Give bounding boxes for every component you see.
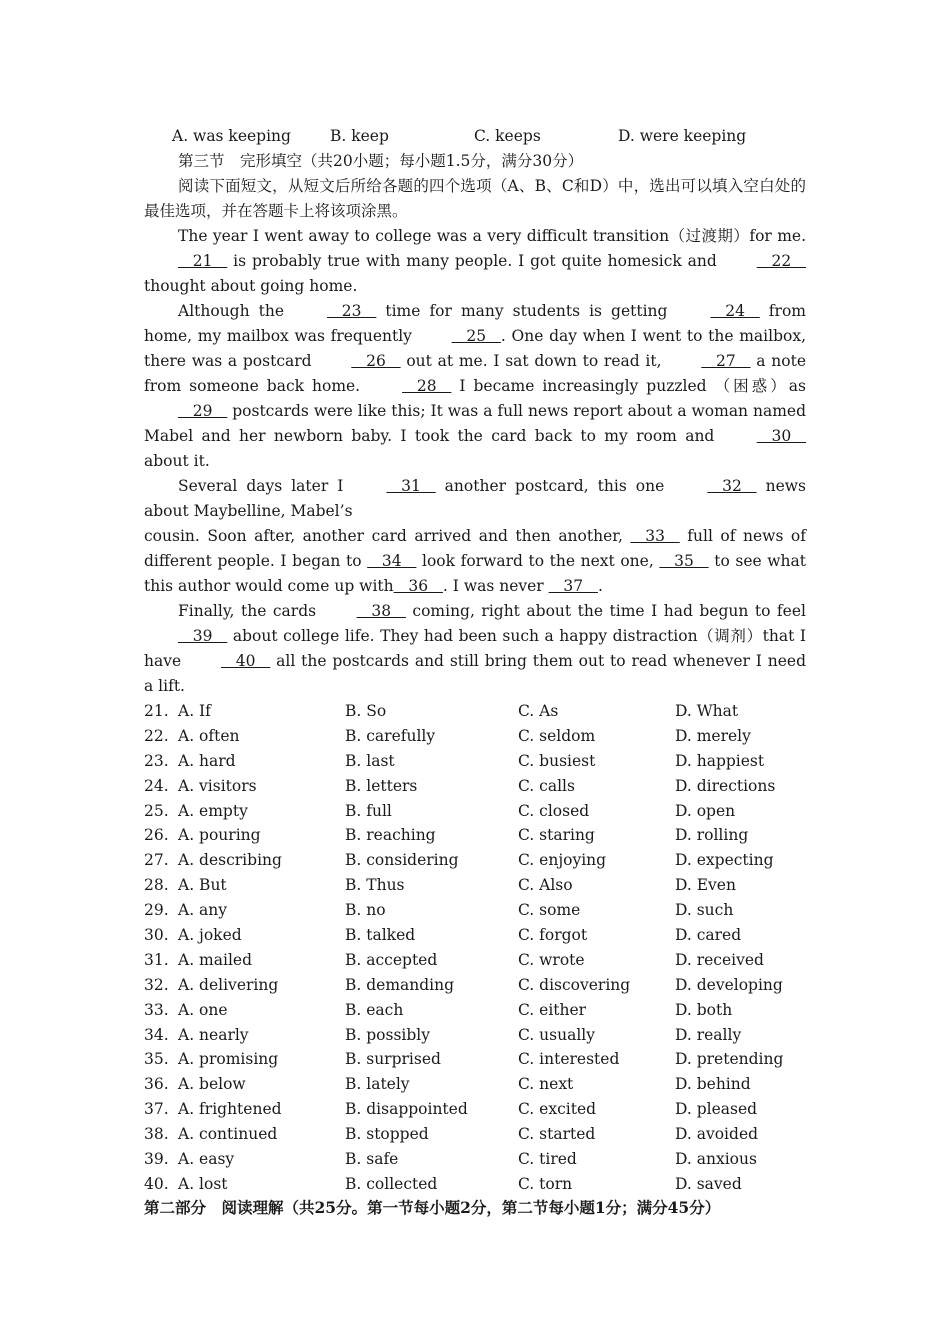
option-a: A. lost	[178, 1174, 228, 1193]
option-d: D. pleased	[675, 1100, 758, 1119]
option-c: C. some	[518, 901, 581, 920]
passage-paragraph-3	[144, 474, 806, 524]
option-d: D. avoided	[675, 1125, 759, 1144]
passage-text: .	[597, 577, 603, 595]
option-c: C. staring	[518, 826, 595, 845]
part2-heading: 第二部分 阅读理解（共25分。第一节每小题2分，第二节每小题1分；满分45分）	[144, 1198, 721, 1217]
option-b: B. surprised	[345, 1050, 441, 1069]
question-row	[144, 1047, 806, 1072]
question-row	[144, 1097, 806, 1122]
option-c: C. started	[518, 1125, 596, 1144]
section-heading: 第三节 完形填空（共20小题；每小题1.5分，满分30分）	[178, 152, 584, 170]
passage-text: coming, right about the time I had begun to feel	[405, 602, 806, 620]
option-a: A. often	[178, 726, 240, 745]
option-b: B. reaching	[345, 826, 436, 845]
option-a: A. promising	[178, 1050, 279, 1069]
passage-text: time for many students is getting	[376, 302, 677, 320]
passage-paragraph-3-continued	[144, 524, 806, 599]
passage-text: to see what this author would come up with	[144, 552, 806, 595]
option-c: C. forgot	[518, 926, 588, 945]
question-number: 24.	[144, 776, 169, 795]
passage-text: about it.	[144, 452, 210, 470]
passage-text: look forward to the next one,	[416, 552, 660, 570]
option-a: A. empty	[178, 801, 248, 820]
option-c: C. keeps	[474, 127, 541, 145]
option-d: D. cared	[675, 926, 742, 945]
question-number: 36.	[144, 1075, 169, 1094]
question-number: 38.	[144, 1125, 169, 1144]
passage-text: The year I went away to college was a very difficult transition（过渡期）for me.	[178, 227, 806, 245]
blank-37: 37	[548, 577, 598, 595]
option-b: B. full	[345, 801, 392, 820]
option-b: B. possibly	[345, 1025, 431, 1044]
passage-text: cousin. Soon after, another card arrived and then another,	[144, 527, 631, 545]
question-number: 40.	[144, 1174, 169, 1193]
question-row	[144, 1147, 806, 1172]
option-d: D. pretending	[675, 1050, 784, 1069]
option-a: A. hard	[178, 751, 236, 770]
option-d: D. behind	[675, 1075, 751, 1094]
option-d: D. directions	[675, 776, 776, 795]
option-b: B. lately	[345, 1075, 410, 1094]
option-a: A. any	[178, 901, 228, 920]
passage-paragraph-2	[144, 299, 806, 474]
blank-27: 27	[701, 352, 751, 370]
option-c: C. busiest	[518, 751, 596, 770]
option-a: A. joked	[178, 926, 242, 945]
option-b: B. last	[345, 751, 395, 770]
question-row	[144, 898, 806, 923]
passage-text: full of news of different people. I began to	[144, 527, 807, 570]
option-d: D. developing	[675, 975, 783, 994]
blank-22: 22	[756, 252, 806, 270]
question-row	[144, 1072, 806, 1097]
question-list	[144, 699, 806, 1197]
passage-text: . I was never	[442, 577, 549, 595]
passage-text: Several days later I	[178, 477, 353, 495]
blank-39: 39	[178, 627, 228, 645]
blank-32: 32	[707, 477, 757, 495]
question-row	[144, 923, 806, 948]
option-a: A. visitors	[178, 776, 257, 795]
option-a: A. below	[178, 1075, 246, 1094]
passage-text: thought about going home.	[144, 277, 358, 295]
option-d: D. expecting	[675, 851, 774, 870]
option-a: A. one	[178, 1000, 228, 1019]
question-row	[144, 873, 806, 898]
passage-text: Although the	[178, 302, 294, 320]
option-c: C. next	[518, 1075, 574, 1094]
option-a: A. was keeping	[172, 127, 291, 145]
option-b: B. accepted	[345, 950, 438, 969]
passage-paragraph-1	[144, 224, 806, 299]
option-d: D. such	[675, 901, 734, 920]
passage-text: about college life. They had been such a happy distraction（调剂）that I have	[144, 627, 806, 670]
blank-34: 34	[367, 552, 417, 570]
passage-text: I became increasingly puzzled （困惑）as	[451, 377, 806, 395]
question-number: 27.	[144, 851, 169, 870]
option-d: D. happiest	[675, 751, 765, 770]
blank-23: 23	[327, 302, 377, 320]
option-c: C. Also	[518, 876, 573, 895]
option-d: D. What	[675, 702, 739, 720]
blank-36: 36	[393, 577, 443, 595]
option-b: B. talked	[345, 926, 416, 945]
option-d: D. really	[675, 1025, 742, 1044]
option-b: B. disappointed	[345, 1100, 468, 1119]
question-row	[144, 749, 806, 774]
section-instructions: 阅读下面短文，从短文后所给各题的四个选项（A、B、C和D）中，选出可以填入空白处的最佳选项，并在答题卡上将该项涂黑。	[144, 177, 806, 220]
option-a: A. nearly	[178, 1025, 249, 1044]
option-b: B. stopped	[345, 1125, 429, 1144]
passage-text: Finally, the cards	[178, 602, 323, 620]
blank-33: 33	[630, 527, 680, 545]
option-c: C. seldom	[518, 726, 596, 745]
option-a: A. frightened	[178, 1100, 282, 1119]
option-c: C. wrote	[518, 950, 585, 969]
blank-38: 38	[356, 602, 406, 620]
option-c: C. As	[518, 702, 559, 720]
passage-text: postcards were like this; It was a full news report about a woman named Mabel and her newborn baby. I took the card back to my room and	[144, 402, 806, 445]
question-number: 32.	[144, 975, 169, 994]
question-number: 23.	[144, 751, 169, 770]
question-row	[144, 699, 806, 724]
option-b: B. So	[345, 702, 387, 720]
question-number: 33.	[144, 1000, 169, 1019]
option-d: D. rolling	[675, 826, 749, 845]
question-number: 28.	[144, 876, 169, 895]
question-number: 25.	[144, 801, 169, 820]
option-b: B. demanding	[345, 975, 455, 994]
option-b: B. letters	[345, 776, 418, 795]
question-number: 37.	[144, 1100, 169, 1119]
question-row	[144, 774, 806, 799]
question-row	[144, 948, 806, 973]
option-c: C. enjoying	[518, 851, 607, 870]
question-number: 30.	[144, 926, 169, 945]
option-d: D. were keeping	[618, 127, 747, 145]
question-number: 29.	[144, 901, 169, 920]
option-c: C. either	[518, 1000, 587, 1019]
question-number: 34.	[144, 1025, 169, 1044]
question-row	[144, 1122, 806, 1147]
blank-26: 26	[351, 352, 401, 370]
blank-31: 31	[386, 477, 436, 495]
option-d: D. both	[675, 1000, 733, 1019]
option-c: C. usually	[518, 1025, 595, 1044]
option-a: A. delivering	[178, 975, 279, 994]
option-c: C. closed	[518, 801, 590, 820]
option-b: B. Thus	[345, 876, 405, 895]
option-a: A. But	[178, 876, 227, 895]
blank-40: 40	[221, 652, 271, 670]
passage-paragraph-4	[144, 599, 806, 699]
question-number: 31.	[144, 950, 169, 969]
blank-29: 29	[178, 402, 228, 420]
blank-35: 35	[659, 552, 709, 570]
blank-28: 28	[402, 377, 452, 395]
question-row	[144, 823, 806, 848]
option-c: C. torn	[518, 1174, 573, 1193]
option-b: B. each	[345, 1000, 404, 1019]
option-c: C. discovering	[518, 975, 631, 994]
passage-text: is probably true with many people. I got quite homesick and	[227, 252, 723, 270]
option-a: A. pouring	[178, 826, 261, 845]
option-b: B. keep	[330, 127, 389, 145]
passage-text: news about Maybelline, Mabel’s	[144, 477, 806, 520]
passage-text: all the postcards and still bring them out to read whenever I need a lift.	[144, 652, 806, 695]
previous-question-options	[144, 124, 806, 149]
passage-text: a note from someone back home.	[144, 352, 806, 395]
option-c: C. interested	[518, 1050, 620, 1069]
question-number: 39.	[144, 1150, 169, 1169]
option-c: C. calls	[518, 776, 575, 795]
passage-text: from home, my mailbox was frequently	[144, 302, 806, 345]
question-row	[144, 724, 806, 749]
option-d: D. saved	[675, 1174, 742, 1193]
blank-24: 24	[710, 302, 760, 320]
option-d: D. received	[675, 950, 764, 969]
option-d: D. anxious	[675, 1150, 757, 1169]
option-c: C. tired	[518, 1150, 577, 1169]
question-number: 26.	[144, 826, 169, 845]
option-a: A. describing	[178, 851, 282, 870]
option-a: A. easy	[178, 1150, 235, 1169]
option-b: B. considering	[345, 851, 459, 870]
option-b: B. collected	[345, 1174, 438, 1193]
question-number: 35.	[144, 1050, 169, 1069]
question-number: 22.	[144, 726, 169, 745]
document-page	[144, 124, 806, 1197]
passage-text: out at me. I sat down to read it,	[400, 352, 668, 370]
question-row	[144, 973, 806, 998]
question-row	[144, 998, 806, 1023]
passage-text: another postcard, this one	[435, 477, 674, 495]
question-number: 21.	[144, 702, 169, 720]
option-a: A. If	[178, 702, 211, 720]
option-a: A. continued	[178, 1125, 278, 1144]
question-row	[144, 799, 806, 824]
blank-21: 21	[178, 252, 228, 270]
option-d: D. Even	[675, 876, 736, 895]
option-c: C. excited	[518, 1100, 597, 1119]
blank-30: 30	[756, 427, 806, 445]
question-row	[144, 1023, 806, 1048]
option-a: A. mailed	[178, 950, 252, 969]
option-b: B. no	[345, 901, 386, 920]
option-b: B. safe	[345, 1150, 399, 1169]
question-row	[144, 1172, 806, 1197]
option-d: D. merely	[675, 726, 751, 745]
question-row	[144, 848, 806, 873]
option-b: B. carefully	[345, 726, 436, 745]
option-d: D. open	[675, 801, 736, 820]
passage-text: . One day when I went to the mailbox, there was a postcard	[144, 327, 806, 370]
blank-25: 25	[451, 327, 501, 345]
